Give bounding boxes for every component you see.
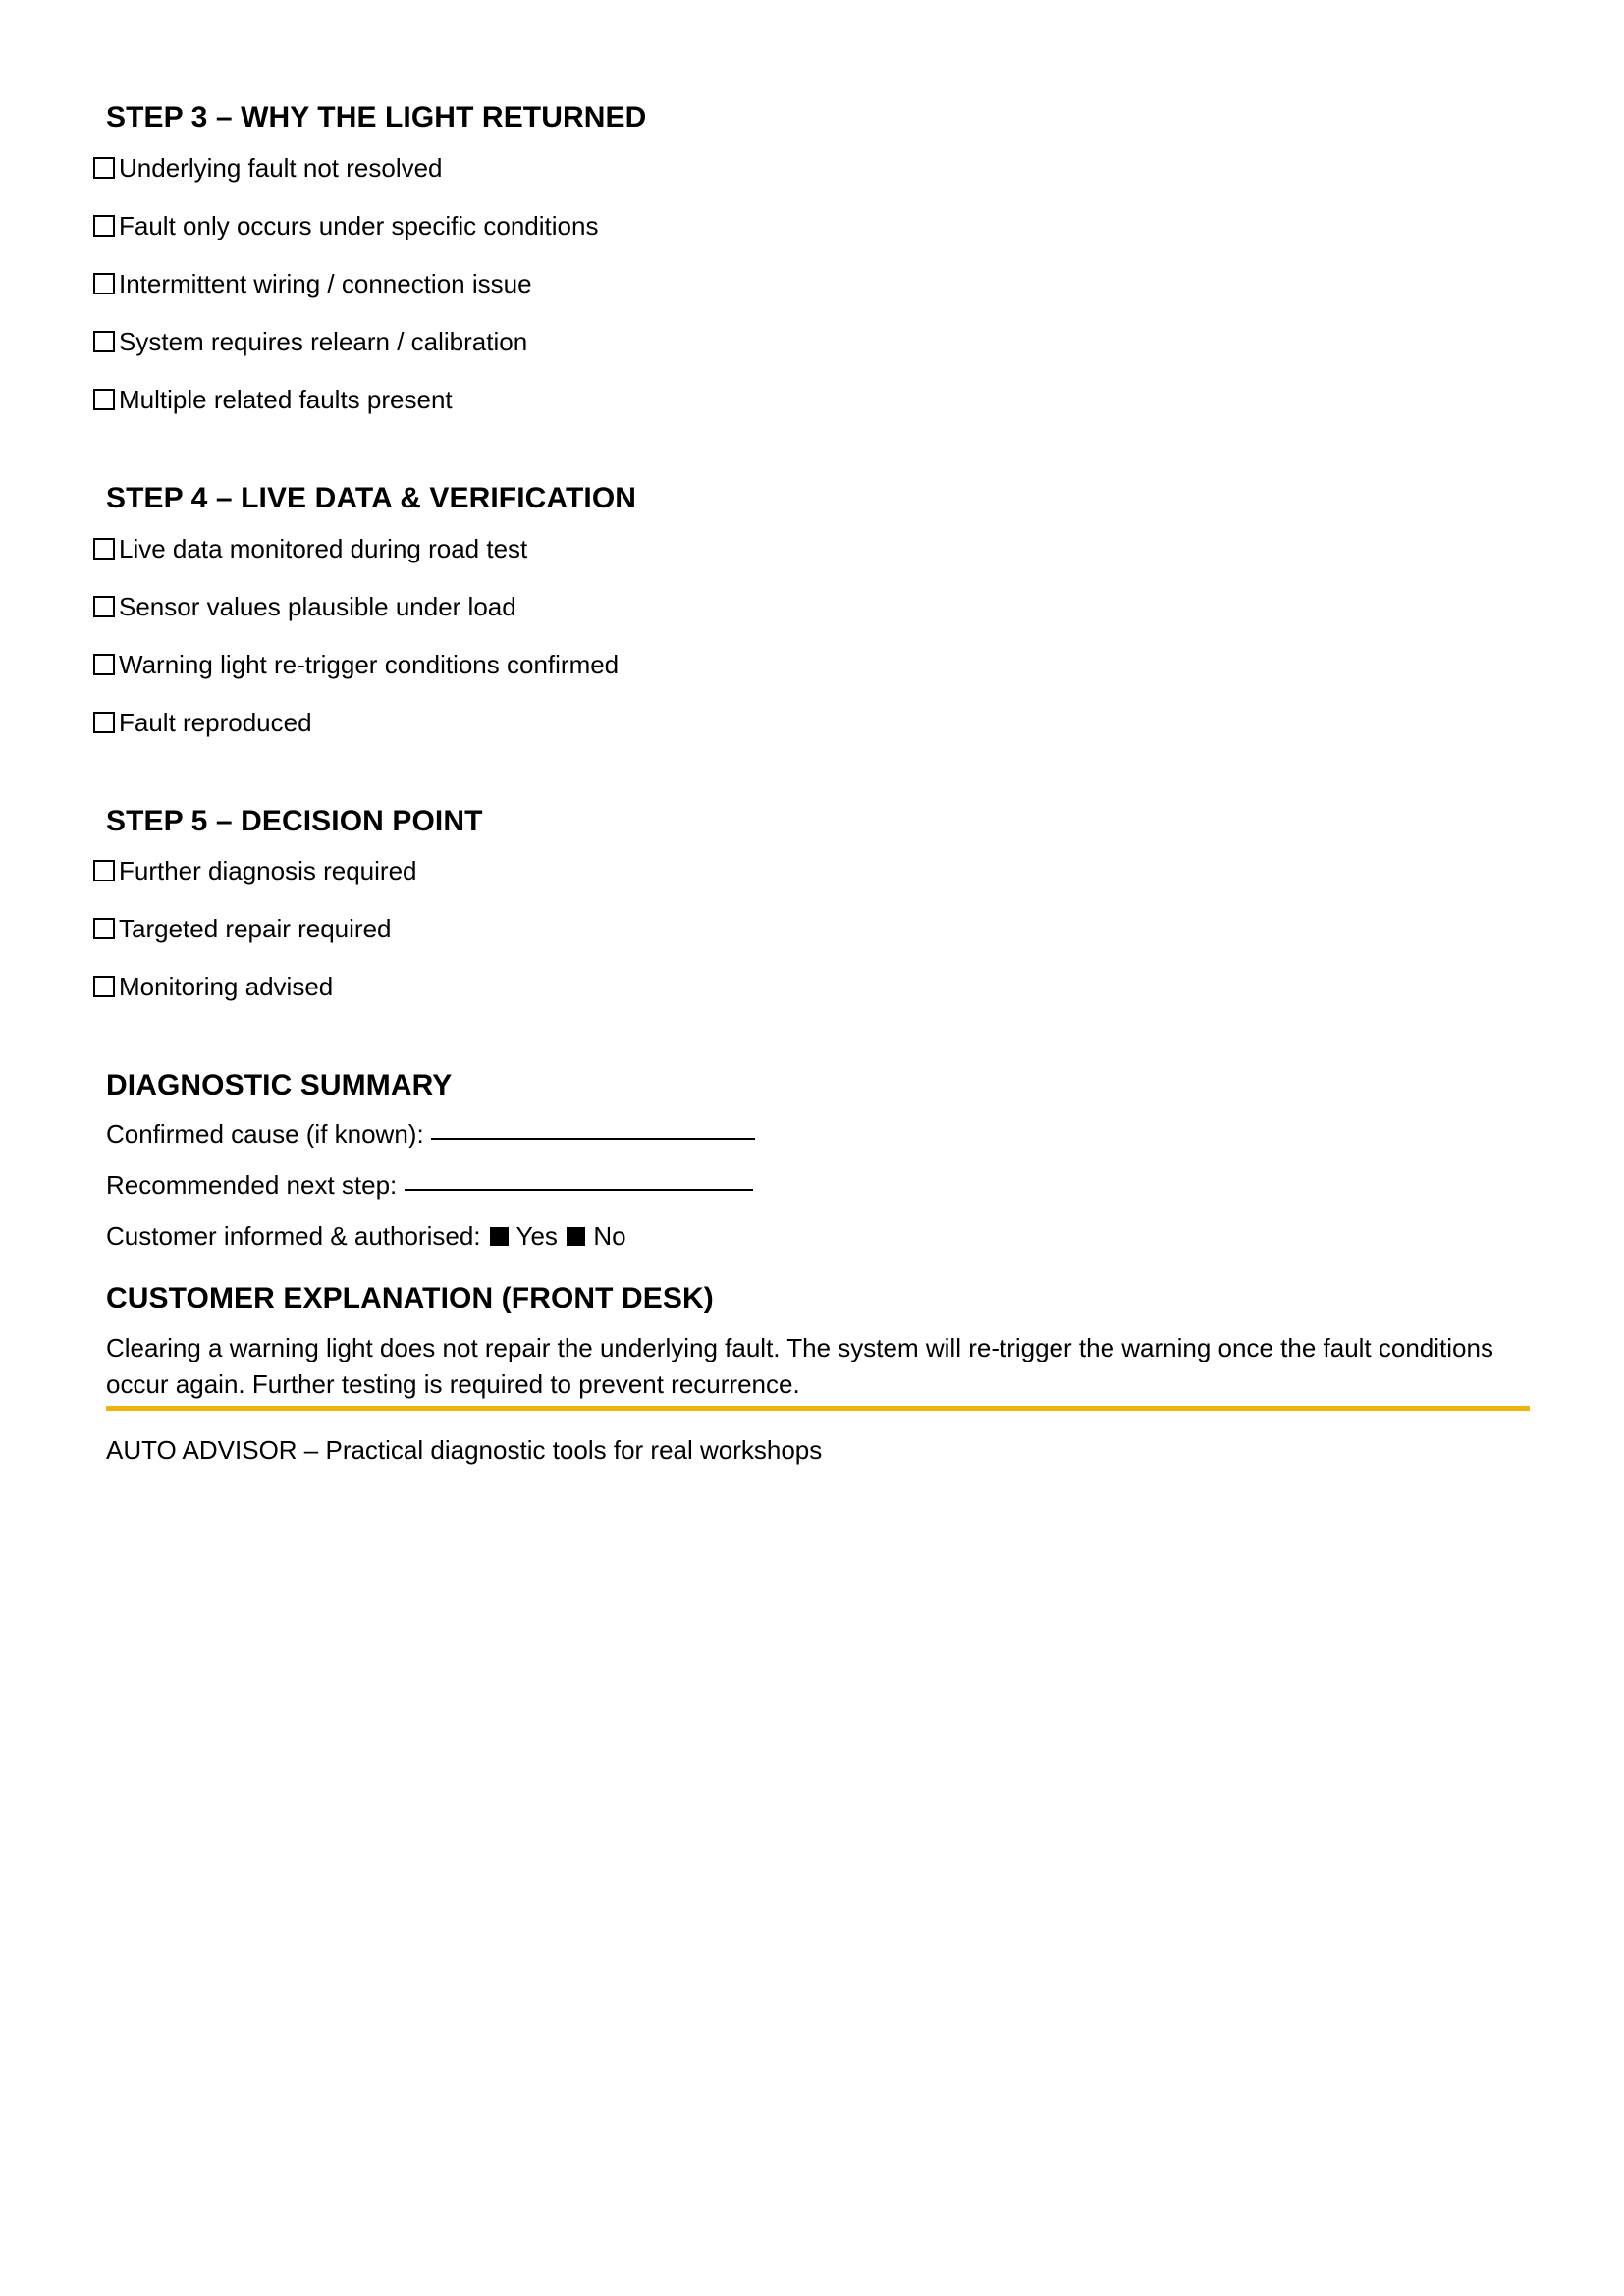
checklist-item[interactable] xyxy=(93,325,1530,383)
field-label: Recommended next step: xyxy=(106,1170,398,1201)
checklist-item-label: Multiple related faults present xyxy=(119,384,453,414)
field-confirmed-cause xyxy=(106,1117,1530,1168)
checklist-item-label: System requires relearn / calibration xyxy=(119,326,528,356)
recommended-next-step-input[interactable] xyxy=(405,1189,753,1191)
checklist-item[interactable] xyxy=(93,912,1530,970)
footer-text: AUTO ADVISOR – Practical diagnostic tools for real workshops xyxy=(106,1435,823,1465)
section-heading-step-3: STEP 3 – WHY THE LIGHT RETURNED xyxy=(106,101,647,133)
checkbox-unchecked-icon[interactable] xyxy=(93,273,115,294)
checklist-item-label: Fault reproduced xyxy=(119,707,312,737)
checklist-item[interactable] xyxy=(93,383,1530,441)
checkbox-unchecked-icon[interactable] xyxy=(93,860,115,881)
checklist-item[interactable] xyxy=(93,706,1530,764)
authorisation-option-yes: Yes xyxy=(515,1221,558,1252)
checklist-item[interactable] xyxy=(93,151,1530,209)
section-heading-diagnostic-summary: DIAGNOSTIC SUMMARY xyxy=(106,1069,453,1102)
checklist-item[interactable] xyxy=(93,854,1530,912)
checkbox-unchecked-icon[interactable] xyxy=(93,976,115,997)
checklist-item-label: Targeted repair required xyxy=(119,914,392,944)
authorisation-option-no: No xyxy=(593,1221,626,1252)
checklist-item-label: Warning light re-trigger conditions confirmed xyxy=(119,649,620,679)
section-heading-step-4: STEP 4 – LIVE DATA & VERIFICATION xyxy=(106,481,637,514)
checklist-item-label: Monitoring advised xyxy=(119,972,334,1002)
checkbox-filled-yes-icon[interactable] xyxy=(490,1227,509,1246)
checklist-item-label: Further diagnosis required xyxy=(119,856,417,886)
checklist-item-label: Intermittent wiring / connection issue xyxy=(119,268,532,298)
checkbox-unchecked-icon[interactable] xyxy=(93,331,115,352)
section-heading-customer-explanation: CUSTOMER EXPLANATION (FRONT DESK) xyxy=(106,1282,714,1315)
checkbox-unchecked-icon[interactable] xyxy=(93,654,115,675)
checkbox-unchecked-icon[interactable] xyxy=(93,215,115,237)
checkbox-unchecked-icon[interactable] xyxy=(93,389,115,410)
checklist-item-label: Live data monitored during road test xyxy=(119,533,528,563)
checkbox-unchecked-icon[interactable] xyxy=(93,712,115,733)
checklist-item[interactable] xyxy=(93,532,1530,590)
checklist-step-5 xyxy=(106,854,1530,1028)
checkbox-unchecked-icon[interactable] xyxy=(93,157,115,179)
section-heading-step-5: STEP 5 – DECISION POINT xyxy=(106,804,483,837)
checklist-step-4 xyxy=(106,532,1530,764)
checkbox-filled-no-icon[interactable] xyxy=(567,1227,585,1246)
field-label: Confirmed cause (if known): xyxy=(106,1119,424,1149)
footer-divider xyxy=(106,1406,1530,1411)
confirmed-cause-input[interactable] xyxy=(431,1138,755,1140)
document-content xyxy=(106,101,1530,1403)
checklist-item[interactable] xyxy=(93,590,1530,648)
checkbox-unchecked-icon[interactable] xyxy=(93,596,115,617)
field-recommended-next-step xyxy=(106,1168,1530,1219)
spacer xyxy=(106,1270,1530,1282)
checklist-item-label: Sensor values plausible under load xyxy=(119,591,516,621)
checklist-item[interactable] xyxy=(93,267,1530,325)
checklist-item[interactable] xyxy=(93,648,1530,706)
authorisation-label: Customer informed & authorised: xyxy=(106,1221,481,1252)
checklist-item[interactable] xyxy=(93,209,1530,267)
checkbox-unchecked-icon[interactable] xyxy=(93,538,115,560)
field-customer-authorisation xyxy=(106,1219,1530,1270)
checklist-item[interactable] xyxy=(93,970,1530,1028)
checklist-step-3 xyxy=(106,151,1530,441)
checklist-item-label: Underlying fault not resolved xyxy=(119,152,443,183)
customer-explanation-body: Clearing a warning light does not repair the underlying fault. The system will re-trigger the warning once the fault conditions occur again. Further testing is required to prevent recurrence. xyxy=(106,1332,1493,1399)
checklist-item-label: Fault only occurs under specific conditions xyxy=(119,210,599,240)
checkbox-unchecked-icon[interactable] xyxy=(93,918,115,939)
